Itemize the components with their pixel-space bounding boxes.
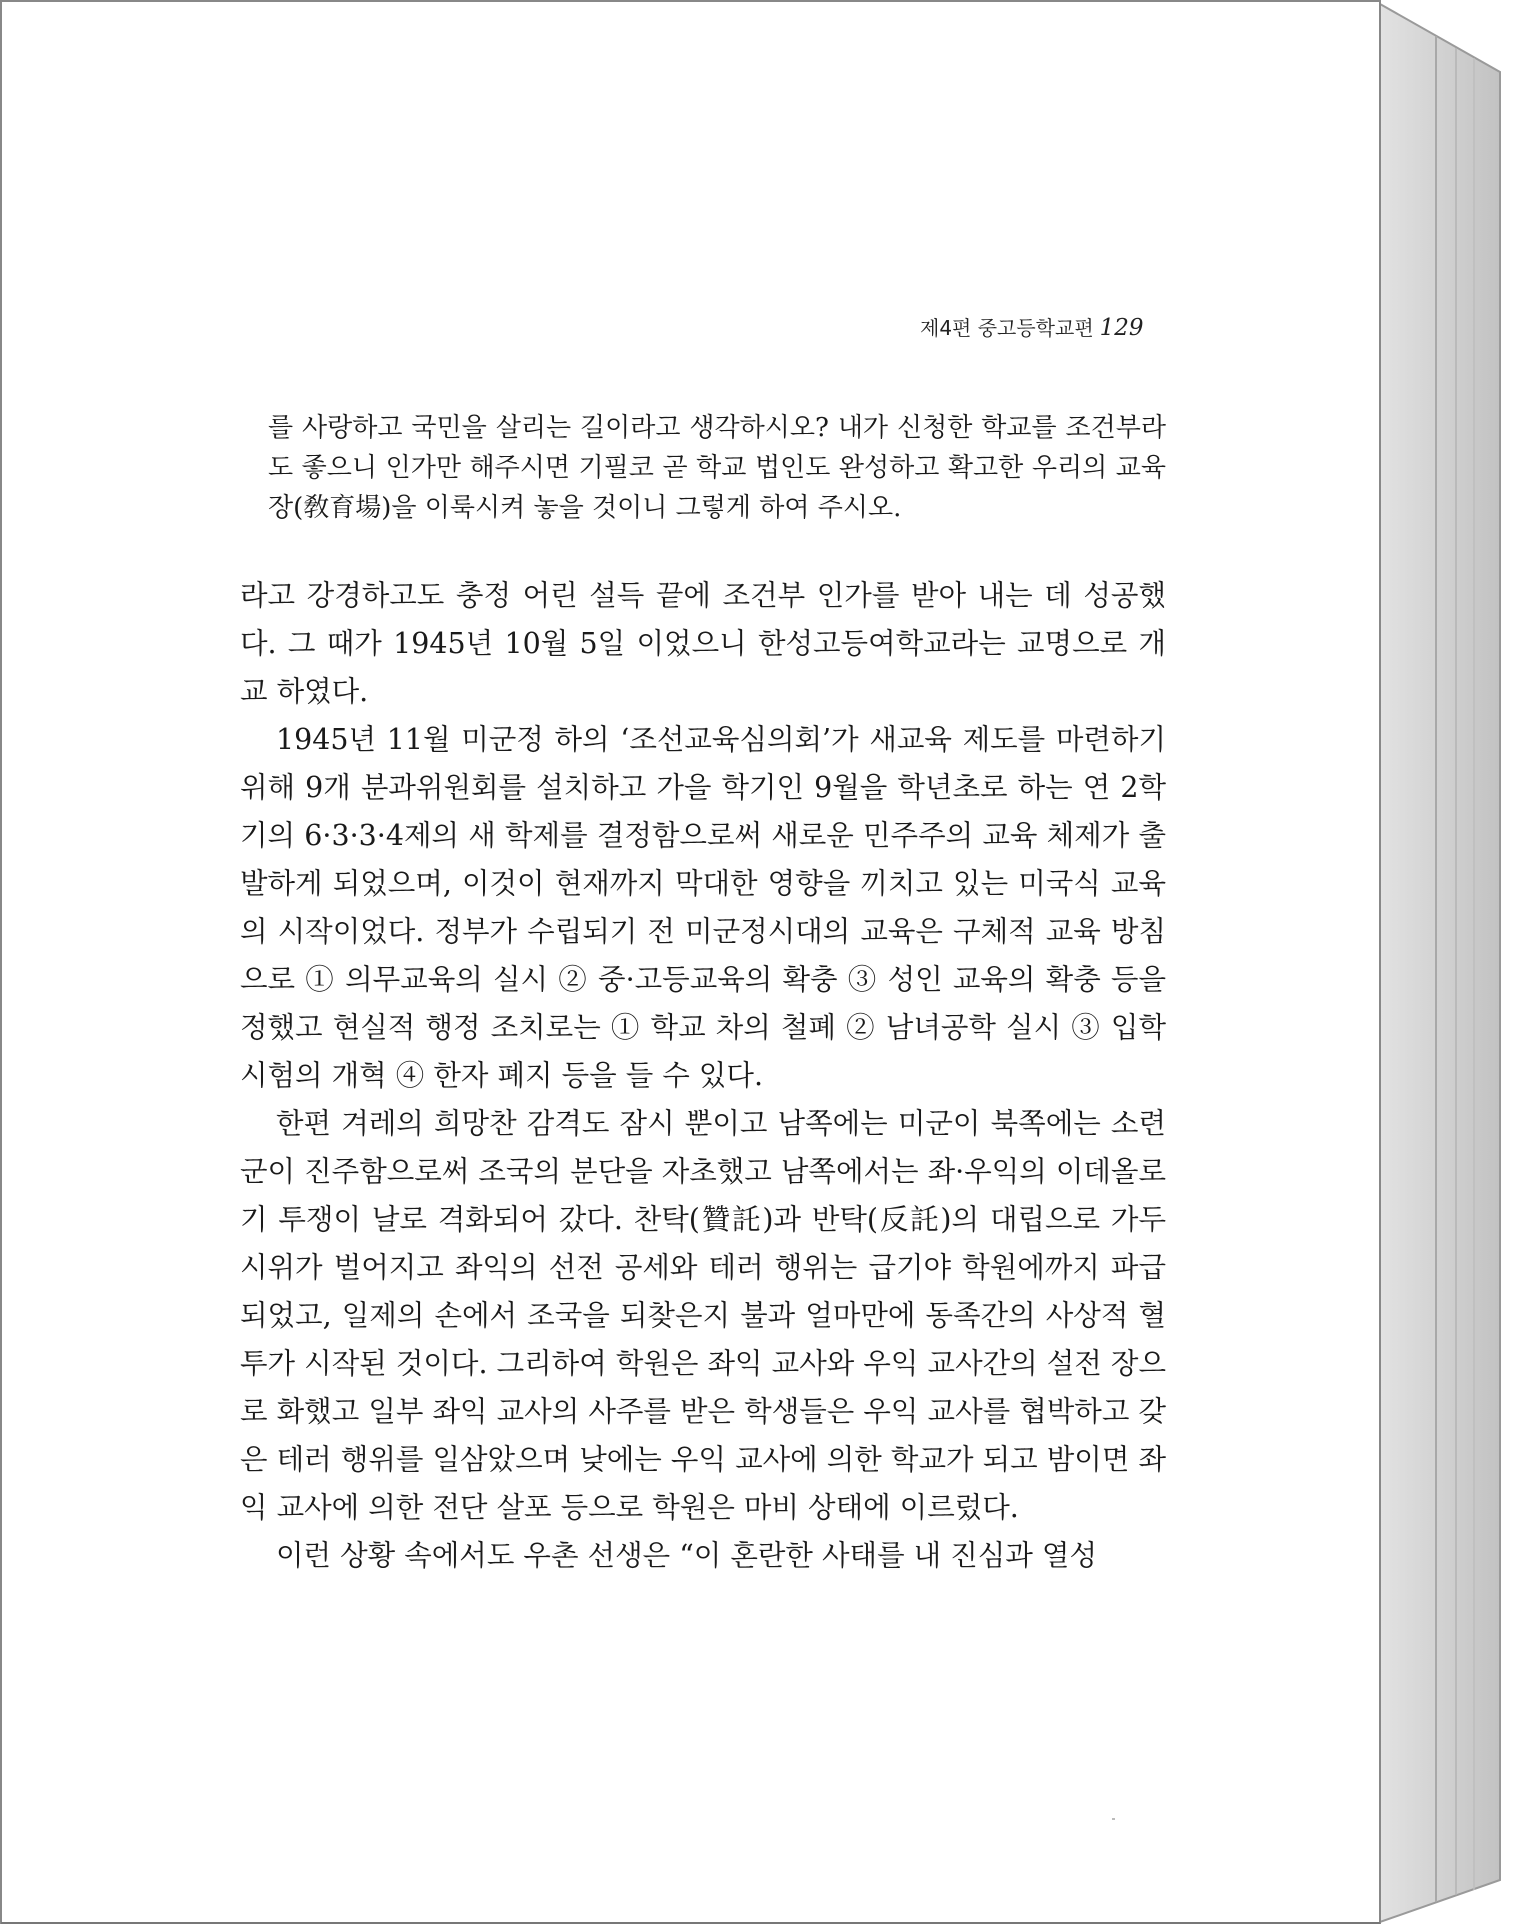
quote-block xyxy=(268,408,1166,528)
stray-mark xyxy=(1112,1818,1115,1820)
body-paragraph-3: 한편 겨레의 희망찬 감격도 잠시 뿐이고 남쪽에는 미군이 북쪽에는 소련군이 진주함으로써 조국의 분단을 자초했고 남쪽에서는 좌·우익의 이데올로기 투쟁이 날로 격화되어 갔다. 찬탁(贊託)과 반탁(反託)의 대립으로 가두 시위가 벌어지고 좌익의 선전 공세와 테러 행위는 급기야 학원에까지 파급되었고, 일제의 손에서 조국을 되찾은지 불과 얼마만에 동족간의 사상적 혈투가 시작된 것이다. 그리하여 학원은 좌익 교사와 우익 교사간의 설전 장으로 화했고 일부 좌익 교사의 사주를 받은 학생들은 우익 교사를 협박하고 갖은 테러 행위를 일삼았으며 낮에는 우익 교사에 의한 학교가 되고 밤이면 좌익 교사에 의한 전단 살포 등으로 학원은 마비 상태에 이르렀다. xyxy=(240,1107,1166,1524)
section-title: 제4편 중고등학교편 xyxy=(920,316,1094,340)
body-paragraph-4: 이런 상황 속에서도 우촌 선생은 “이 혼란한 사태를 내 진심과 열성 xyxy=(276,1539,1097,1572)
page-number: 129 xyxy=(1099,315,1144,341)
quote-text: 를 사랑하고 국민을 살리는 길이라고 생각하시오? 내가 신청한 학교를 조건부라도 좋으니 인가만 해주시면 기필코 곧 학교 법인도 완성하고 확고한 우리의 교육장(敎育場)을 이룩시켜 놓을 것이니 그렇게 하여 주시오. xyxy=(268,413,1166,523)
stack-edge-right xyxy=(1380,4,1500,1922)
body-text xyxy=(240,572,1166,1580)
running-header xyxy=(920,312,1170,341)
body-paragraph-2: 1945년 11월 미군정 하의 ‘조선교육심의회’가 새교육 제도를 마련하기 위해 9개 분과위원회를 설치하고 가을 학기인 9월을 학년초로 하는 연 2학기의 6·3·3·4제의 새 학제를 결정함으로써 새로운 민주주의 교육 체제가 출발하게 되었으며, 이것이 현재까지 막대한 영향을 끼치고 있는 미국식 교육의 시작이었다. 정부가 수립되기 전 미군정시대의 교육은 구체적 교육 방침으로 ① 의무교육의 실시 ② 중·고등교육의 확충 ③ 성인 교육의 확충 등을 정했고 현실적 행정 조치로는 ① 학교 차의 철폐 ② 남녀공학 실시 ③ 입학시험의 개혁 ④ 한자 폐지 등을 들 수 있다. xyxy=(240,723,1166,1092)
body-paragraph-1: 라고 강경하고도 충정 어린 설득 끝에 조건부 인가를 받아 내는 데 성공했다. 그 때가 1945년 10월 5일 이었으니 한성고등여학교라는 교명으로 개교 하였다. xyxy=(240,579,1166,708)
